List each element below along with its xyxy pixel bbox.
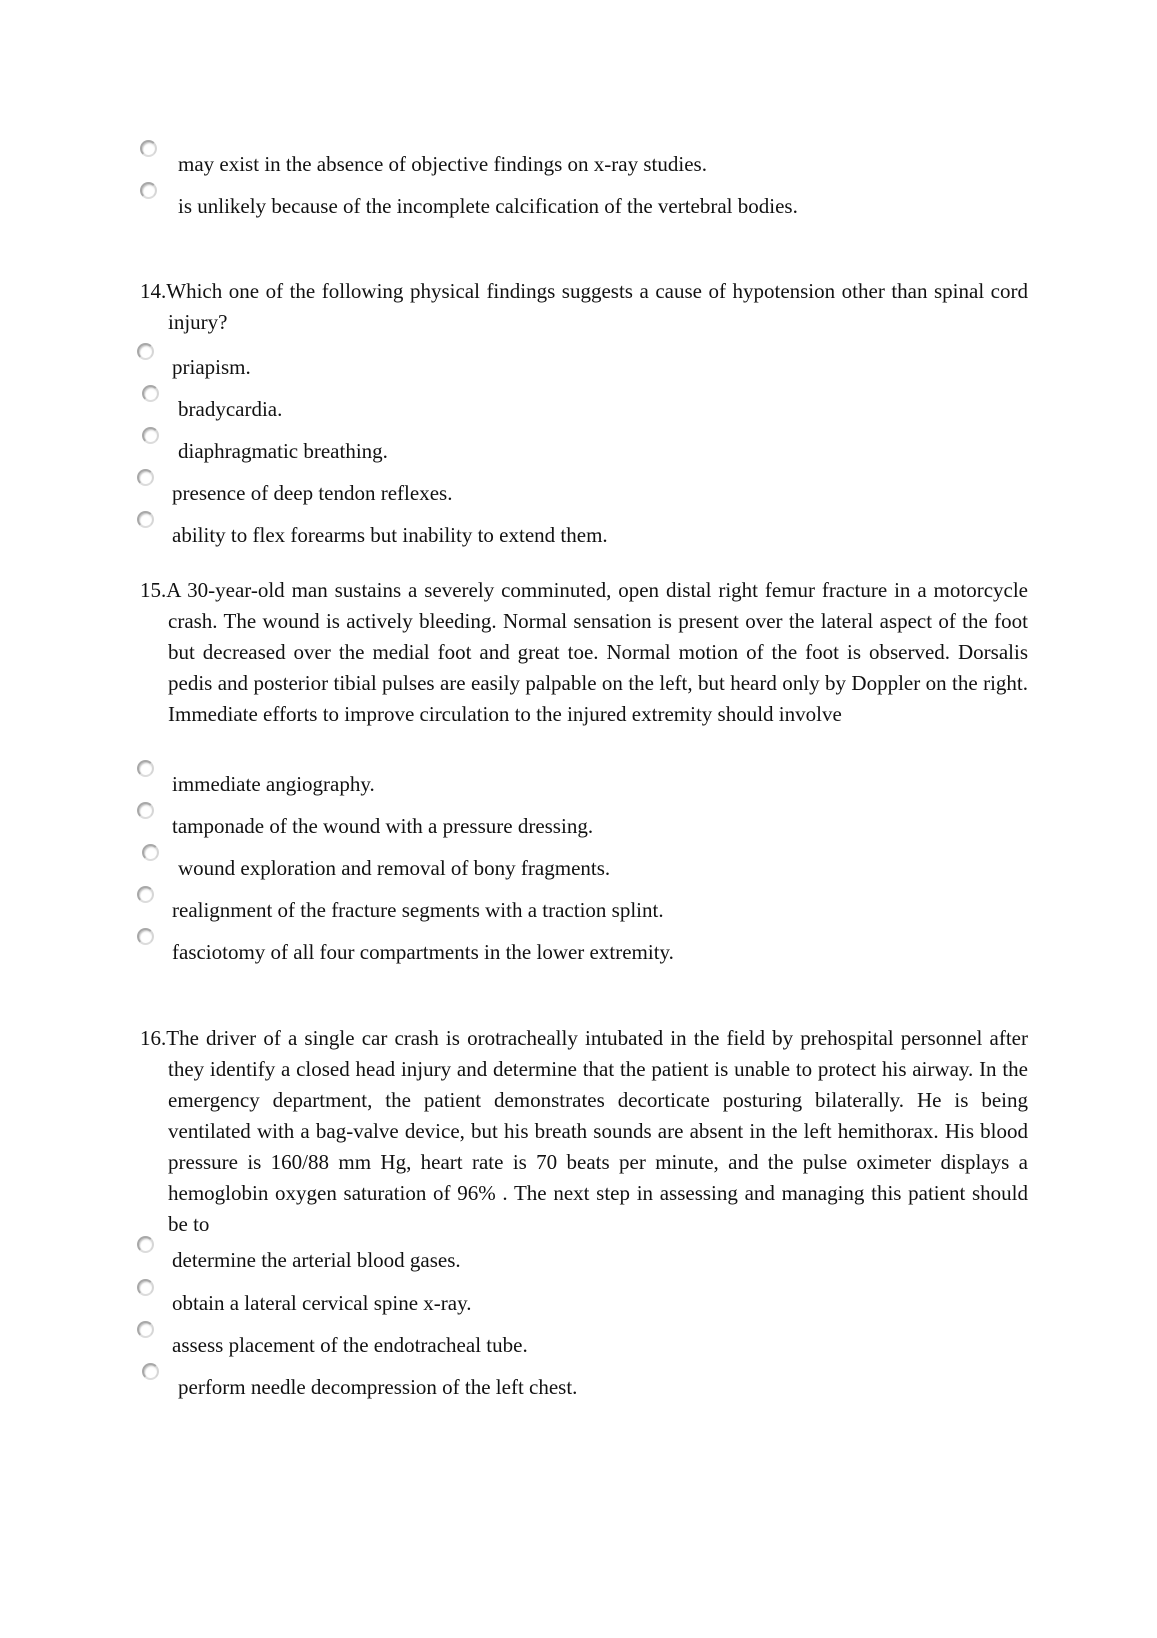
question-text: A 30-year-old man sustains a severely comminuted, open distal right femur fracture in a motorcycle crash. The wound is actively bleeding. Normal sensation is present over the lateral aspect of the foot but decreased over the medial foot and great toe. Normal motion of the foot is observed. Dorsalis pedis and posterior tibial pulses are easily palpable on the left, but heard only by Doppler on the right. Immediate efforts to improve circulation to the injured extremity should involve [166,578,1028,726]
q15-option-1[interactable] [137,760,375,796]
question-15-stem [140,575,1028,730]
q14-option-4[interactable] [137,469,453,505]
option-label: bradycardia. [178,397,283,421]
option-label: perform needle decompression of the left chest. [178,1375,578,1399]
radio-button-icon[interactable] [137,802,154,819]
option-label: presence of deep tendon reflexes. [172,481,453,505]
option-label: realignment of the fracture segments with a traction splint. [172,898,664,922]
option-label: tamponade of the wound with a pressure dressing. [172,814,594,838]
radio-button-icon[interactable] [137,886,154,903]
q14-option-3[interactable] [142,427,388,463]
q14-option-5[interactable] [137,511,608,547]
q13-option-2[interactable] [140,182,798,218]
radio-button-icon[interactable] [142,427,159,444]
radio-button-icon[interactable] [137,1236,154,1253]
question-text: Which one of the following physical findings suggests a cause of hypotension other than spinal cord injury? [166,279,1028,334]
option-label: wound exploration and removal of bony fragments. [178,856,611,880]
option-label: fasciotomy of all four compartments in the lower extremity. [172,940,674,964]
radio-button-icon[interactable] [137,343,154,360]
q15-option-4[interactable] [137,886,664,922]
q15-option-3[interactable] [142,844,611,880]
radio-button-icon[interactable] [137,511,154,528]
radio-button-icon[interactable] [137,928,154,945]
question-number: 15. [140,578,167,602]
radio-button-icon[interactable] [142,844,159,861]
radio-button-icon[interactable] [137,760,154,777]
question-number: 14. [140,279,167,303]
q16-option-3[interactable] [137,1321,528,1357]
option-label: immediate angiography. [172,772,375,796]
radio-button-icon[interactable] [137,1279,154,1296]
option-label: ability to flex forearms but inability to extend them. [172,523,608,547]
option-label: is unlikely because of the incomplete calcification of the vertebral bodies. [178,194,798,218]
radio-button-icon[interactable] [142,1363,159,1380]
question-number: 16. [140,1026,167,1050]
radio-button-icon[interactable] [137,1321,154,1338]
q15-option-2[interactable] [137,802,594,838]
option-label: determine the arterial blood gases. [172,1248,461,1272]
q14-option-1[interactable] [137,343,251,379]
question-text: The driver of a single car crash is orotracheally intubated in the field by prehospital personnel after they identify a closed head injury and determine that the patient is unable to protect his airway. In the emergency department, the patient demonstrates decorticate posturing bilaterally. He is being ventilated with a bag-valve device, but his breath sounds are absent in the left hemithorax. His blood pressure is 160/88 mm Hg, heart rate is 70 beats per minute, and the pulse oximeter displays a hemoglobin oxygen saturation of 96% . The next step in assessing and managing this patient should be to [166,1026,1028,1236]
q14-option-2[interactable] [142,385,283,421]
q13-option-1[interactable] [140,140,707,176]
radio-button-icon[interactable] [140,140,157,157]
q15-option-5[interactable] [137,928,674,964]
radio-button-icon[interactable] [142,385,159,402]
q16-option-2[interactable] [137,1279,472,1315]
option-label: assess placement of the endotracheal tube. [172,1333,528,1357]
option-label: may exist in the absence of objective findings on x-ray studies. [178,152,707,176]
q16-option-4[interactable] [142,1363,578,1399]
option-label: obtain a lateral cervical spine x-ray. [172,1291,472,1315]
radio-button-icon[interactable] [140,182,157,199]
option-label: priapism. [172,355,251,379]
radio-button-icon[interactable] [137,469,154,486]
question-14-stem [140,276,1028,338]
question-16-stem [140,1023,1028,1240]
q16-option-1[interactable] [137,1236,461,1272]
option-label: diaphragmatic breathing. [178,439,388,463]
